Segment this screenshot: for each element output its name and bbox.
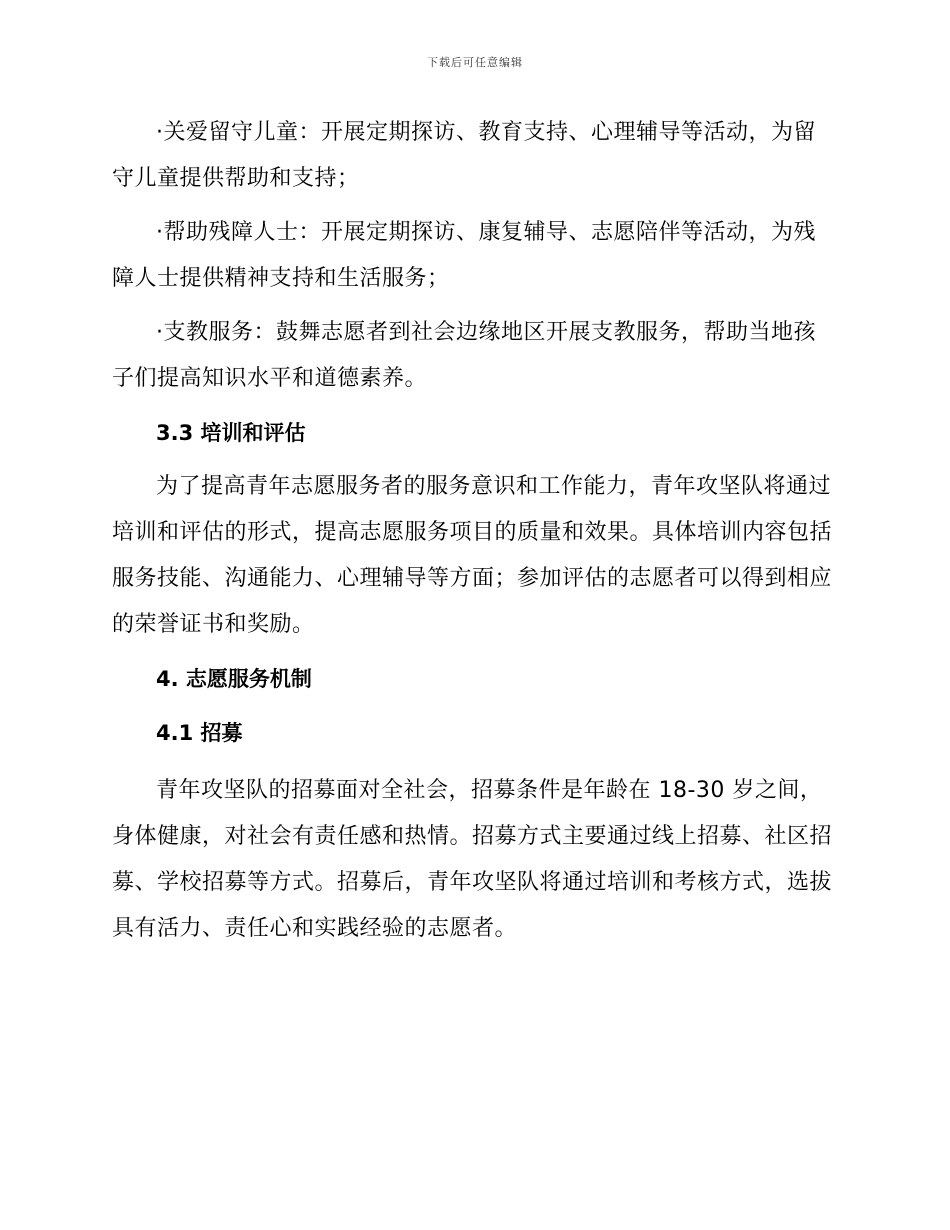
document-body	[112, 110, 832, 952]
paragraph-training: 为了提高青年志愿服务者的服务意识和工作能力，青年攻坚队将通过培训和评估的形式，提高志愿服务项目的质量和效果。具体培训内容包括服务技能、沟通能力、心理辅导等方面；参加评估的志愿者可以得到相应的荣誉证书和奖励。	[112, 474, 833, 637]
paragraph-recruitment: 青年攻坚队的招募面对全社会，招募条件是年龄在 18-30 岁之间，身体健康，对社会有责任感和热情。招募方式主要通过线上招募、社区招募、学校招募等方式。招募后，青年攻坚队将通过培训和考核方式，选拔具有活力、责任心和实践经验的志愿者。	[112, 778, 833, 941]
bullet-teaching-service: ·支教服务：鼓舞志愿者到社会边缘地区开展支教服务，帮助当地孩子们提高知识水平和道德素养。	[112, 320, 816, 391]
section-heading-4-1: 4.1 招募	[156, 721, 243, 745]
section-heading-4: 4. 志愿服务机制	[156, 667, 312, 691]
bullet-left-behind-children: ·关爱留守儿童：开展定期探访、教育支持、心理辅导等活动，为留守儿童提供帮助和支持；	[112, 120, 816, 191]
section-heading-3-3: 3.3 培训和评估	[156, 421, 306, 445]
page-header: 下载后可任意编辑	[427, 56, 523, 69]
bullet-disabled-people: ·帮助残障人士：开展定期探访、康复辅导、志愿陪伴等活动，为残障人士提供精神支持和生活服务；	[112, 220, 816, 291]
